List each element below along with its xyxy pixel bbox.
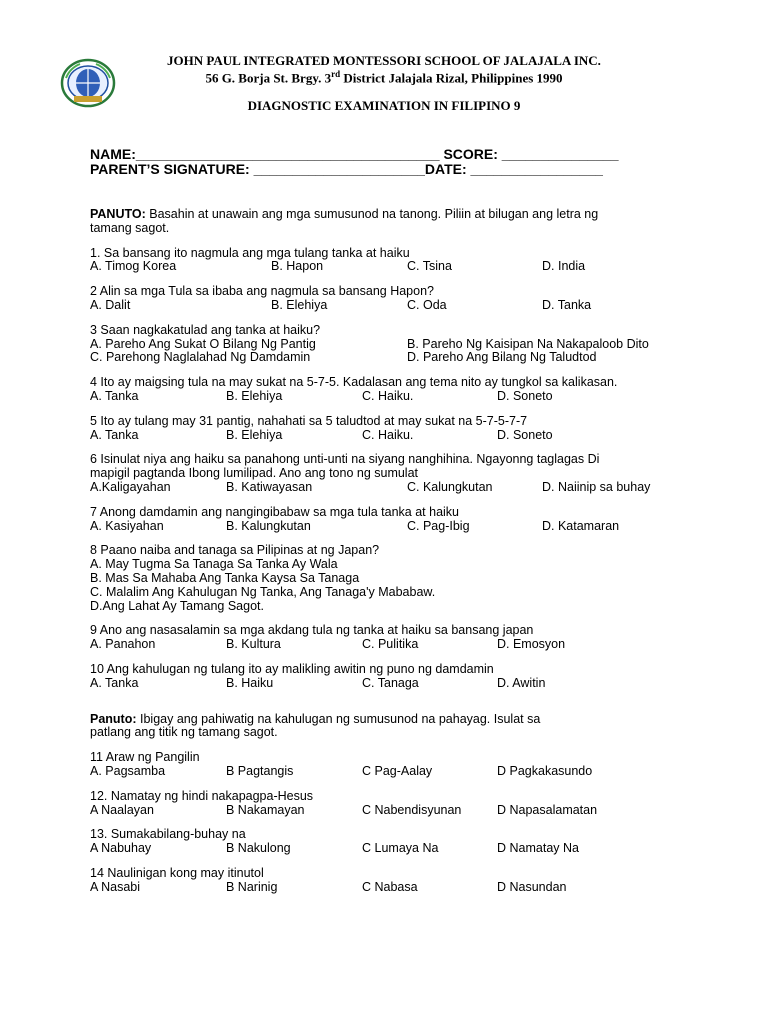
question-text: 4 Ito ay maigsing tula na may sukat na 5-7-5. Kadalasan ang tema nito ay tungkol sa kalikasan. [90, 375, 618, 390]
answer-choice[interactable]: A. Dalit [90, 297, 131, 312]
name-field[interactable]: NAME:_______________________________________ [90, 146, 440, 162]
question-text-cont: mapigil pagtanda Ibong lumilipad. Ano ang tono ng sumulat [90, 466, 419, 481]
question-item [90, 663, 690, 691]
question-list-2 [90, 751, 690, 905]
answer-choice[interactable]: A. May Tugma Sa Tanaga Sa Tanka Ay Wala [90, 557, 338, 572]
answer-choice[interactable]: D Pagkakasundo [497, 763, 593, 778]
exam-title: DIAGNOSTIC EXAMINATION IN FILIPINO 9 [247, 98, 521, 113]
answer-choice[interactable]: C. Haiku. [362, 388, 414, 403]
question-text: 5 Ito ay tulang may 31 pantig, nahahati sa 5 taludtod at may sukat na 5-7-5-7-7 [90, 413, 528, 428]
answer-choice[interactable]: C. Haiku. [362, 427, 414, 442]
answer-choice[interactable]: C. Malalim Ang Kahulugan Ng Tanka, Ang Tanaga'y Mababaw. [90, 584, 436, 599]
answer-choice[interactable]: D Napasalamatan [497, 802, 598, 817]
answer-choice[interactable]: B. Kultura [226, 637, 281, 652]
answer-choice[interactable]: D Nasundan [497, 879, 567, 894]
answer-choice[interactable]: D.Ang Lahat Ay Tamang Sagot. [90, 598, 264, 613]
question-item [90, 376, 690, 404]
instruction-1: PANUTO: Basahin at unawain ang mga sumusunod na tanong. Piliin at bilugan ang letra ng [90, 207, 599, 221]
exam-body [90, 208, 690, 905]
answer-choice[interactable]: C. Parehong Naglalahad Ng Damdamin [90, 350, 311, 365]
answer-choice[interactable]: C. Pulitika [362, 637, 419, 652]
question-item [90, 867, 690, 895]
answer-choice[interactable]: A. Pagsamba [90, 763, 166, 778]
answer-choice[interactable]: C. Tanaga [362, 675, 419, 690]
answer-choice[interactable]: C Nabasa [362, 879, 418, 894]
question-item [90, 790, 690, 818]
answer-choice[interactable]: A Naalayan [90, 802, 154, 817]
question-item [90, 624, 690, 652]
question-item [90, 828, 690, 856]
answer-choice[interactable]: B. Elehiya [226, 427, 283, 442]
school-address: 56 G. Borja St. Brgy. 3rd District Jalajala Rizal, Philippines 1990 [205, 69, 563, 86]
signature-field[interactable]: PARENT’S SIGNATURE: ______________________ [90, 161, 425, 177]
instruction-1-cont: tamang sagot. [90, 220, 170, 235]
instruction-2: Panuto: Ibigay ang pahiwatig na kahulugan ng sumusunod na pahayag. Isulat sa [90, 711, 541, 726]
question-item [90, 506, 690, 534]
answer-choice[interactable]: B. Mas Sa Mahaba Ang Tanka Kaysa Sa Tanaga [90, 570, 360, 585]
answer-choice[interactable]: A. Tanka [90, 388, 139, 403]
question-text: 11 Araw ng Pangilin [90, 750, 200, 765]
answer-choice[interactable]: A. Pareho Ang Sukat O Bilang Ng Pantig [90, 336, 316, 351]
question-text: 14 Naulinigan kong may itinutol [90, 865, 264, 880]
student-fields [90, 147, 619, 177]
answer-choice[interactable]: B. Hapon [271, 259, 324, 274]
answer-choice[interactable]: B. Katiwayasan [226, 479, 313, 494]
question-item [90, 453, 690, 494]
answer-choice[interactable]: A. Panahon [90, 637, 156, 652]
answer-choice[interactable]: D. Awitin [497, 675, 546, 690]
question-text: 13. Sumakabilang-buhay na [90, 827, 246, 842]
question-text: 6 Isinulat niya ang haiku sa panahong unti-unti na siyang nanghihina. Ngayonng taglagas Di [90, 452, 600, 467]
question-text: 8 Paano naiba and tanaga sa Pilipinas at ng Japan? [90, 543, 380, 558]
question-item [90, 415, 690, 443]
answer-choice[interactable]: B Nakulong [226, 841, 291, 856]
answer-choice[interactable]: B. Pareho Ng Kaisipan Na Nakapaloob Dito [407, 336, 649, 351]
answer-choice[interactable]: D. Emosyon [497, 637, 566, 652]
answer-choice[interactable]: B Nakamayan [226, 802, 305, 817]
answer-choice[interactable]: A.Kaligayahan [90, 479, 171, 494]
answer-choice[interactable]: A Nasabi [90, 879, 141, 894]
answer-choice[interactable]: B Narinig [226, 879, 278, 894]
answer-choice[interactable]: D Namatay Na [497, 841, 579, 856]
answer-choice[interactable]: D. Tanka [542, 297, 592, 312]
date-field[interactable]: DATE: _________________ [424, 161, 603, 177]
question-item [90, 324, 690, 365]
answer-choice[interactable]: D. Naiinip sa buhay [542, 479, 651, 494]
question-text: 9 Ano ang nasasalamin sa mga akdang tula ng tanka at haiku sa bansang japan [90, 623, 534, 638]
question-item [90, 544, 690, 613]
question-item [90, 751, 690, 779]
question-item [90, 285, 690, 313]
answer-choice[interactable]: B Pagtangis [226, 763, 294, 778]
answer-choice[interactable]: A. Tanka [90, 675, 139, 690]
question-text: 12. Namatay ng hindi nakapagpa-Hesus [90, 788, 314, 803]
question-text: 2 Alin sa mga Tula sa ibaba ang nagmula sa bansang Hapon? [90, 284, 434, 299]
question-text: 1. Sa bansang ito nagmula ang mga tulang tanka at haiku [90, 245, 410, 260]
answer-choice[interactable]: B. Haiku [226, 675, 274, 690]
answer-choice[interactable]: C. Tsina [407, 259, 452, 274]
question-text: 3 Saan nagkakatulad ang tanka at haiku? [90, 322, 321, 337]
answer-choice[interactable]: A. Tanka [90, 427, 139, 442]
answer-choice[interactable]: D. Soneto [497, 427, 553, 442]
question-list-1 [90, 247, 690, 702]
answer-choice[interactable]: C. Oda [407, 297, 447, 312]
instruction-2-cont: patlang ang titik ng tamang sagot. [90, 725, 278, 740]
question-text: 7 Anong damdamin ang nangingibabaw sa mga tula tanka at haiku [90, 504, 460, 519]
answer-choice[interactable]: A Nabuhay [90, 841, 152, 856]
answer-choice[interactable]: D. India [542, 259, 586, 274]
answer-choice[interactable]: C Nabendisyunan [362, 802, 462, 817]
answer-choice[interactable]: D. Soneto [497, 388, 553, 403]
answer-choice[interactable]: A. Timog Korea [90, 259, 177, 274]
answer-choice[interactable]: B. Elehiya [271, 297, 328, 312]
answer-choice[interactable]: A. Kasiyahan [90, 518, 164, 533]
answer-choice[interactable]: C Pag-Aalay [362, 763, 433, 778]
answer-choice[interactable]: D. Katamaran [542, 518, 620, 533]
question-item [90, 247, 690, 275]
score-field[interactable]: SCORE: _______________ [443, 146, 619, 162]
answer-choice[interactable]: B. Elehiya [226, 388, 283, 403]
question-text: 10 Ang kahulugan ng tulang ito ay malikling awitin ng puno ng damdamin [90, 661, 494, 676]
answer-choice[interactable]: C. Kalungkutan [407, 479, 493, 494]
answer-choice[interactable]: B. Kalungkutan [226, 518, 311, 533]
answer-choice[interactable]: C. Pag-Ibig [407, 518, 470, 533]
answer-choice[interactable]: D. Pareho Ang Bilang Ng Taludtod [407, 350, 597, 365]
school-name: JOHN PAUL INTEGRATED MONTESSORI SCHOOL OF JALAJALA INC. [167, 53, 601, 68]
answer-choice[interactable]: C Lumaya Na [362, 841, 439, 856]
